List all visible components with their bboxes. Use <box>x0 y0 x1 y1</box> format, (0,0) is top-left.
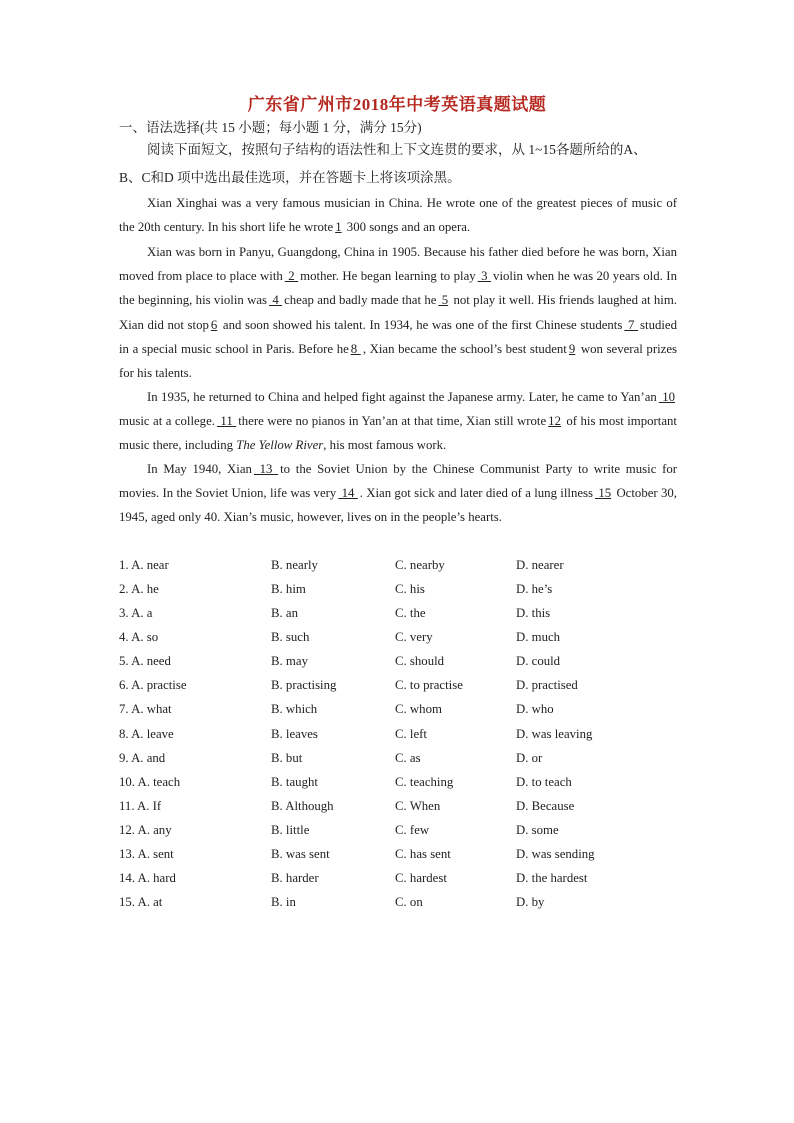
option-d: D. the hardest <box>516 871 588 885</box>
passage-text: , Xian became the school’s best student <box>362 341 567 356</box>
option-b: B. harder <box>271 871 319 885</box>
option-row <box>0 823 794 843</box>
option-d: D. by <box>516 895 545 909</box>
option-c: C. has sent <box>395 847 451 861</box>
passage-text: Xian Xinghai was a very famous musician in China. He wrote one of the greatest pieces of music of the 20th century. In his short life he wrote <box>119 196 677 235</box>
blank-2: 2 <box>284 269 299 284</box>
option-c: C. few <box>395 823 430 837</box>
option-b: B. little <box>271 823 310 837</box>
option-a: 10. A. teach <box>119 775 181 789</box>
passage-text: In 1935, he returned to China and helped fight against the Japanese army. Later, he came to Yan’an <box>147 390 657 404</box>
passage-paragraph-3 <box>119 385 677 458</box>
option-row <box>0 558 794 578</box>
option-b: B. which <box>271 702 318 716</box>
option-c: C. left <box>395 727 427 741</box>
option-a: 9. A. and <box>119 751 166 765</box>
passage-text: mother. He began learning to play <box>300 269 476 284</box>
passage-paragraph-1 <box>119 191 677 239</box>
song-title: The Yellow River <box>236 438 324 453</box>
option-b: B. Although <box>271 799 334 813</box>
option-d: D. much <box>516 630 561 644</box>
passage-text: violin when he was 20 years old. In the beginning, his violin was <box>119 269 677 308</box>
option-row <box>0 775 794 795</box>
option-b: B. him <box>271 582 306 596</box>
passage-text: won several prizes for his talents. <box>119 341 677 381</box>
option-c: C. his <box>395 582 425 596</box>
passage-text: and soon showed his talent. In 1934, he was one of the first Chinese students <box>219 317 623 332</box>
option-d: D. who <box>516 702 554 716</box>
passage-paragraph-2 <box>119 240 677 385</box>
blank-8: 8 <box>350 341 361 356</box>
section-heading: 一、语法选择(共 15 小题；每小题 1 分，满分 15分) <box>119 120 422 135</box>
passage-text: studied in a special music school in Paris. Before he <box>119 317 677 356</box>
passage-text: October 30, 1945, aged only 40. Xian’s music, however, lives on in the people’s hearts. <box>119 486 677 525</box>
option-b: B. practising <box>271 678 337 692</box>
option-a: 4. A. so <box>119 630 159 644</box>
option-c: C. teaching <box>395 775 454 789</box>
option-a: 8. A. leave <box>119 727 174 741</box>
option-b: B. such <box>271 630 310 644</box>
blank-3: 3 <box>477 269 492 284</box>
option-a: 14. A. hard <box>119 871 176 885</box>
blank-6: 6 <box>210 317 218 332</box>
option-c: C. nearby <box>395 558 445 572</box>
passage-text: not play it well. His friends laughed at him. Xian did not stop <box>119 293 677 332</box>
option-a: 2. A. he <box>119 582 159 596</box>
option-d: D. or <box>516 751 543 765</box>
passage-text: 300 songs and an opera. <box>343 220 471 235</box>
option-c: C. When <box>395 799 441 813</box>
blank-10: 10 <box>658 390 675 404</box>
blank-15: 15 <box>595 486 612 501</box>
option-row <box>0 751 794 771</box>
option-row <box>0 871 794 891</box>
option-a: 13. A. sent <box>119 847 174 861</box>
option-d: D. was leaving <box>516 727 593 741</box>
blank-14: 14 <box>338 486 358 501</box>
option-d: D. could <box>516 654 561 668</box>
option-row <box>0 727 794 747</box>
passage-text: of his most important music there, including <box>119 414 677 453</box>
option-d: D. was sending <box>516 847 595 861</box>
option-d: D. practised <box>516 678 578 692</box>
passage-text: . Xian got sick and later died of a lung illness <box>359 486 593 501</box>
option-b: B. was sent <box>271 847 330 861</box>
page-title: 广东省广州市2018年中考英语真题试题 <box>247 95 547 114</box>
blank-13: 13 <box>253 462 279 476</box>
blank-5: 5 <box>438 293 449 308</box>
blank-12: 12 <box>548 414 561 429</box>
option-b: B. in <box>271 895 296 909</box>
option-row <box>0 799 794 819</box>
option-a: 1. A. near <box>119 558 169 572</box>
option-d: D. some <box>516 823 559 837</box>
option-b: B. but <box>271 751 303 765</box>
option-c: C. to practise <box>395 678 463 692</box>
option-d: D. this <box>516 606 551 620</box>
option-a: 7. A. what <box>119 702 172 716</box>
option-d: D. to teach <box>516 775 572 789</box>
option-b: B. nearly <box>271 558 318 572</box>
blank-7: 7 <box>624 317 639 332</box>
option-b: B. taught <box>271 775 318 789</box>
blank-1: 1 <box>335 220 342 235</box>
option-d: D. nearer <box>516 558 564 572</box>
blank-9: 9 <box>568 341 576 356</box>
option-a: 15. A. at <box>119 895 163 909</box>
passage-paragraph-4 <box>119 457 677 530</box>
option-b: B. leaves <box>271 727 318 741</box>
option-a: 5. A. need <box>119 654 171 668</box>
option-row <box>0 702 794 722</box>
option-b: B. may <box>271 654 308 668</box>
option-d: D. he’s <box>516 582 553 596</box>
instruction-line-1: 阅读下面短文，按照句子结构的语法性和上下文连贯的要求，从 1~15各题所给的A、 <box>147 142 647 157</box>
passage-text: there were no pianos in Yan’an at that time, Xian still wrote <box>238 414 547 429</box>
option-c: C. whom <box>395 702 442 716</box>
option-row <box>0 630 794 650</box>
blank-11: 11 <box>216 414 237 429</box>
option-c: C. the <box>395 606 426 620</box>
passage-text: Xian was born in Panyu, Guangdong, China in 1905. Because his father died before he was born, Xian moved from place to place with <box>119 245 677 284</box>
option-row <box>0 678 794 698</box>
passage-text: , his most famous work. <box>323 438 447 453</box>
option-c: C. on <box>395 895 423 909</box>
option-row <box>0 582 794 602</box>
passage-text: In May 1940, Xian <box>147 462 252 476</box>
option-a: 11. A. If <box>119 799 162 813</box>
passage-text: music at a college. <box>119 414 215 429</box>
passage-text: cheap and badly made that he <box>284 293 437 308</box>
option-c: C. should <box>395 654 445 668</box>
option-row <box>0 895 794 915</box>
option-a: 12. A. any <box>119 823 172 837</box>
option-b: B. an <box>271 606 299 620</box>
option-a: 6. A. practise <box>119 678 187 692</box>
option-row <box>0 606 794 626</box>
option-row <box>0 847 794 867</box>
blank-4: 4 <box>269 293 283 308</box>
instruction-line-2: B、C和D 项中选出最佳选项，并在答题卡上将该项涂黑。 <box>119 170 461 185</box>
option-c: C. hardest <box>395 871 447 885</box>
option-d: D. Because <box>516 799 575 813</box>
passage-text: to the Soviet Union by the Chinese Communist Party to write music for movies. In the Soviet Union, life was very <box>119 462 678 501</box>
option-row <box>0 654 794 674</box>
option-c: C. as <box>395 751 421 765</box>
option-a: 3. A. a <box>119 606 153 620</box>
option-c: C. very <box>395 630 433 644</box>
